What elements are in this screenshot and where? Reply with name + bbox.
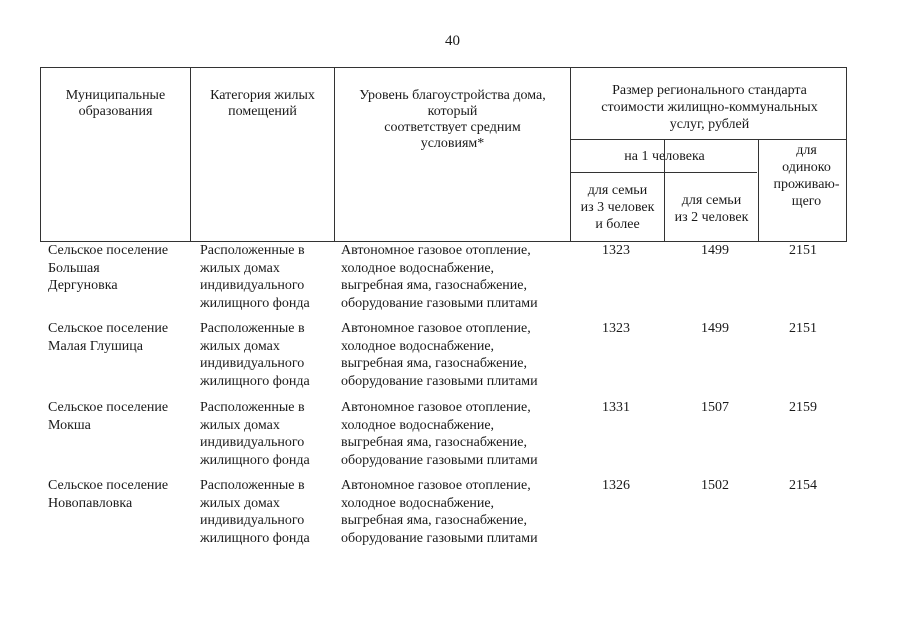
comfort-level-cell: Автономное газовое отопление, холодное водоснабжение, выгребная яма, газоснабжение, оборудование газовыми плитами [341,478,538,546]
header-single-resident: для одиноко проживаю- щего [773,143,840,209]
header-per-person: на 1 человека [624,149,705,164]
header-category: Категория жилых помещений [210,88,315,119]
category-cell: Расположенные в жилых домах индивидуального жилищного фонда [200,321,310,389]
family3-value: 1323 [602,243,630,258]
comfort-level-cell: Автономное газовое отопление, холодное водоснабжение, выгребная яма, газоснабжение, оборудование газовыми плитами [341,321,538,389]
family2-value: 1502 [701,478,729,493]
single-value: 2151 [789,321,817,336]
comfort-level-cell: Автономное газовое отопление, холодное водоснабжение, выгребная яма, газоснабжение, оборудование газовыми плитами [341,400,538,468]
single-value: 2151 [789,243,817,258]
column-divider [758,139,759,241]
table-header [40,67,847,242]
category-cell: Расположенные в жилых домах индивидуального жилищного фонда [200,478,310,546]
family3-value: 1323 [602,321,630,336]
family3-value: 1326 [602,478,630,493]
municipality-cell: Сельское поселение Большая Дергуновка [48,243,169,293]
header-family-3: для семьи из 3 человек и более [580,183,655,232]
header-comfort-level: Уровень благоустройства дома, который соответствует средним условиям* [359,88,546,151]
header-municipality: Муниципальные образования [65,88,166,119]
family2-value: 1499 [701,321,729,336]
comfort-level-cell: Автономное газовое отопление, холодное водоснабжение, выгребная яма, газоснабжение, оборудование газовыми плитами [341,243,538,311]
municipality-cell: Сельское поселение Малая Глушица [48,321,169,354]
single-value: 2154 [789,478,817,493]
category-cell: Расположенные в жилых домах индивидуального жилищного фонда [200,243,310,311]
single-value: 2159 [789,400,817,415]
header-family-2: для семьи из 2 человек [674,193,749,225]
municipality-cell: Сельское поселение Новопавловка [48,478,169,511]
page-number: 40 [445,33,460,49]
family3-value: 1331 [602,400,630,415]
family2-value: 1499 [701,243,729,258]
header-standard-size: Размер регионального стандарта стоимости жилищно-коммунальных услуг, рублей [601,83,818,132]
municipality-cell: Сельское поселение Мокша [48,400,169,433]
row-divider [570,172,757,173]
category-cell: Расположенные в жилых домах индивидуального жилищного фонда [200,400,310,468]
row-divider [570,139,846,140]
family2-value: 1507 [701,400,729,415]
